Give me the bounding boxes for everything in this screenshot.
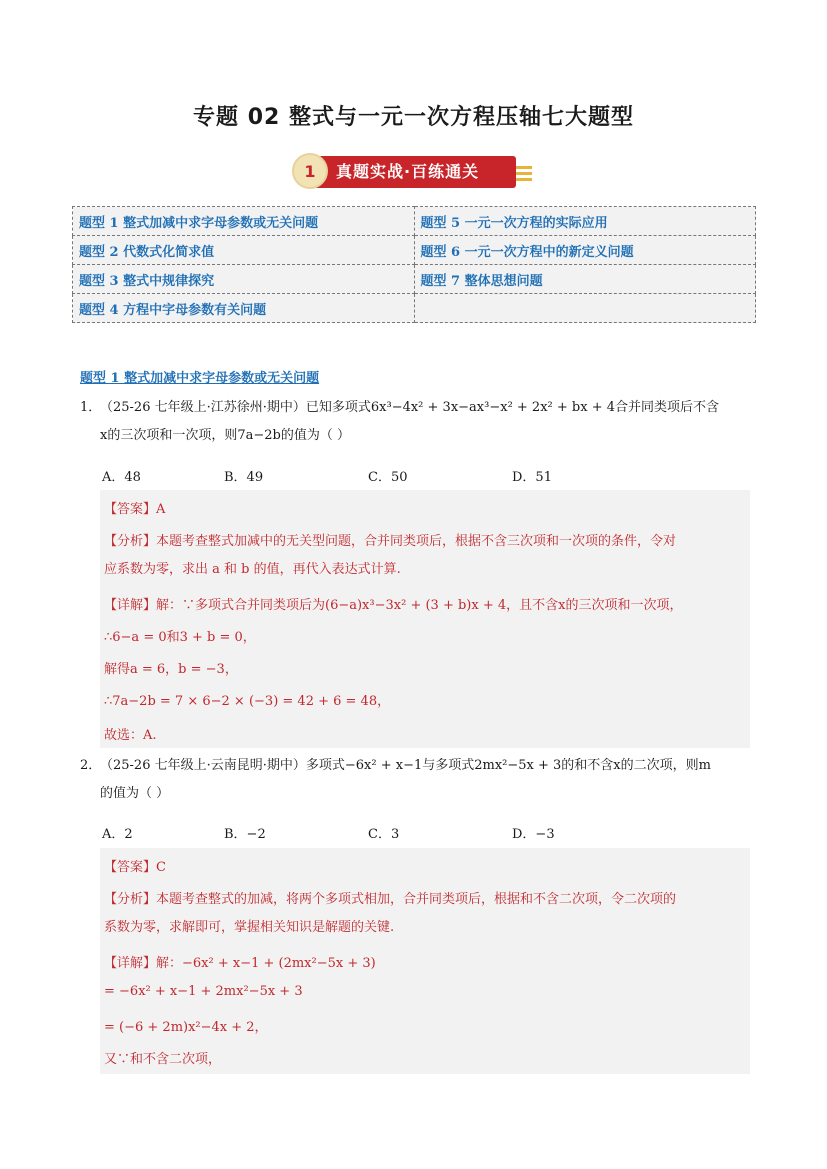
section-banner: [292, 153, 537, 193]
detail-text: 【详解】解：∵多项式合并同类项后为(6−a)x³−3x² + (3 + b)x + 4，且不含x的三次项和一次项，: [104, 598, 683, 613]
toc-link[interactable]: 题型 4 方程中字母参数有关问题: [79, 302, 267, 318]
option-b[interactable]: B．49: [224, 470, 264, 485]
toc-item-3[interactable]: [73, 265, 415, 294]
detail-text: 解得a = 6，b = −3，: [104, 662, 238, 677]
toc-item-4[interactable]: [73, 294, 415, 323]
toc-link[interactable]: 题型 6 一元一次方程中的新定义问题: [420, 244, 634, 260]
toc-item-empty: [414, 294, 756, 323]
option-d[interactable]: D．51: [512, 470, 552, 485]
answer-box-q2: [100, 848, 750, 1074]
toc-item-6[interactable]: [414, 236, 756, 265]
toc-item-1[interactable]: [73, 207, 415, 236]
question-text: （25-26 七年级上·江苏徐州·期中）已知多项式6x³−4x² + 3x−ax³−x² + 2x² + bx + 4合并同类项后不含: [100, 400, 719, 415]
toc-link[interactable]: 题型 1 整式加减中求字母参数或无关问题: [79, 215, 319, 231]
toc-item-7[interactable]: [414, 265, 756, 294]
option-d[interactable]: D．−3: [512, 827, 555, 842]
question-number: 2．: [80, 758, 102, 773]
answer-label: 【答案】A: [104, 502, 166, 517]
question-text-cont: 的值为（ ）: [100, 786, 170, 801]
detail-text: ∴7a−2b = 7 × 6−2 × (−3) = 42 + 6 = 48，: [104, 694, 391, 709]
toc-item-5[interactable]: [414, 207, 756, 236]
option-b[interactable]: B．−2: [224, 827, 266, 842]
toc-link[interactable]: 题型 2 代数式化简求值: [79, 244, 215, 260]
question-2: [80, 752, 760, 808]
section-heading[interactable]: 题型 1 整式加减中求字母参数或无关问题: [80, 371, 320, 386]
detail-text: = (−6 + 2m)x²−4x + 2，: [104, 1020, 268, 1035]
detail-text: 【详解】解：−6x² + x−1 + (2mx²−5x + 3): [104, 956, 376, 971]
topic-table: [72, 206, 756, 323]
detail-text: = −6x² + x−1 + 2mx²−5x + 3: [104, 984, 303, 999]
question-1: [80, 394, 760, 450]
answer-label: 【答案】C: [104, 860, 166, 875]
analysis-text: 【分析】本题考查整式的加减，将两个多项式相加，合并同类项后，根据和不含二次项，令二次项的: [104, 892, 677, 907]
toc-link[interactable]: 题型 5 一元一次方程的实际应用: [420, 215, 608, 231]
page-title: 专题 02 整式与一元一次方程压轴七大题型: [193, 105, 634, 130]
option-c[interactable]: C．50: [368, 470, 408, 485]
option-c[interactable]: C．3: [368, 827, 400, 842]
banner-stripes-icon: [516, 166, 532, 184]
analysis-text-cont: 应系数为零，求出 a 和 b 的值，再代入表达式计算.: [104, 562, 401, 577]
toc-link[interactable]: 题型 7 整体思想问题: [420, 273, 543, 289]
analysis-text-cont: 系数为零，求解即可，掌握相关知识是解题的关键.: [104, 920, 395, 935]
answer-box-q1: [100, 490, 750, 748]
banner-number: 1: [292, 153, 328, 189]
question-text-cont: x的三次项和一次项，则7a−2b的值为（ ）: [100, 428, 350, 443]
question-number: 1．: [80, 400, 102, 415]
question-text: （25-26 七年级上·云南昆明·期中）多项式−6x² + x−1与多项式2mx²−5x + 3的和不含x的二次项，则m: [100, 758, 711, 773]
toc-link[interactable]: 题型 3 整式中规律探究: [79, 273, 215, 289]
detail-text: 故选：A.: [104, 728, 157, 743]
option-a[interactable]: A．2: [102, 827, 133, 842]
banner-text: 真题实战·百练通关: [336, 162, 480, 181]
detail-text: 又∵和不含二次项，: [104, 1052, 222, 1067]
toc-item-2[interactable]: [73, 236, 415, 265]
detail-text: ∴6−a = 0和3 + b = 0，: [104, 630, 256, 645]
analysis-text: 【分析】本题考查整式加减中的无关型问题，合并同类项后，根据不含三次项和一次项的条件，令对: [104, 534, 677, 549]
option-a[interactable]: A．48: [102, 470, 141, 485]
